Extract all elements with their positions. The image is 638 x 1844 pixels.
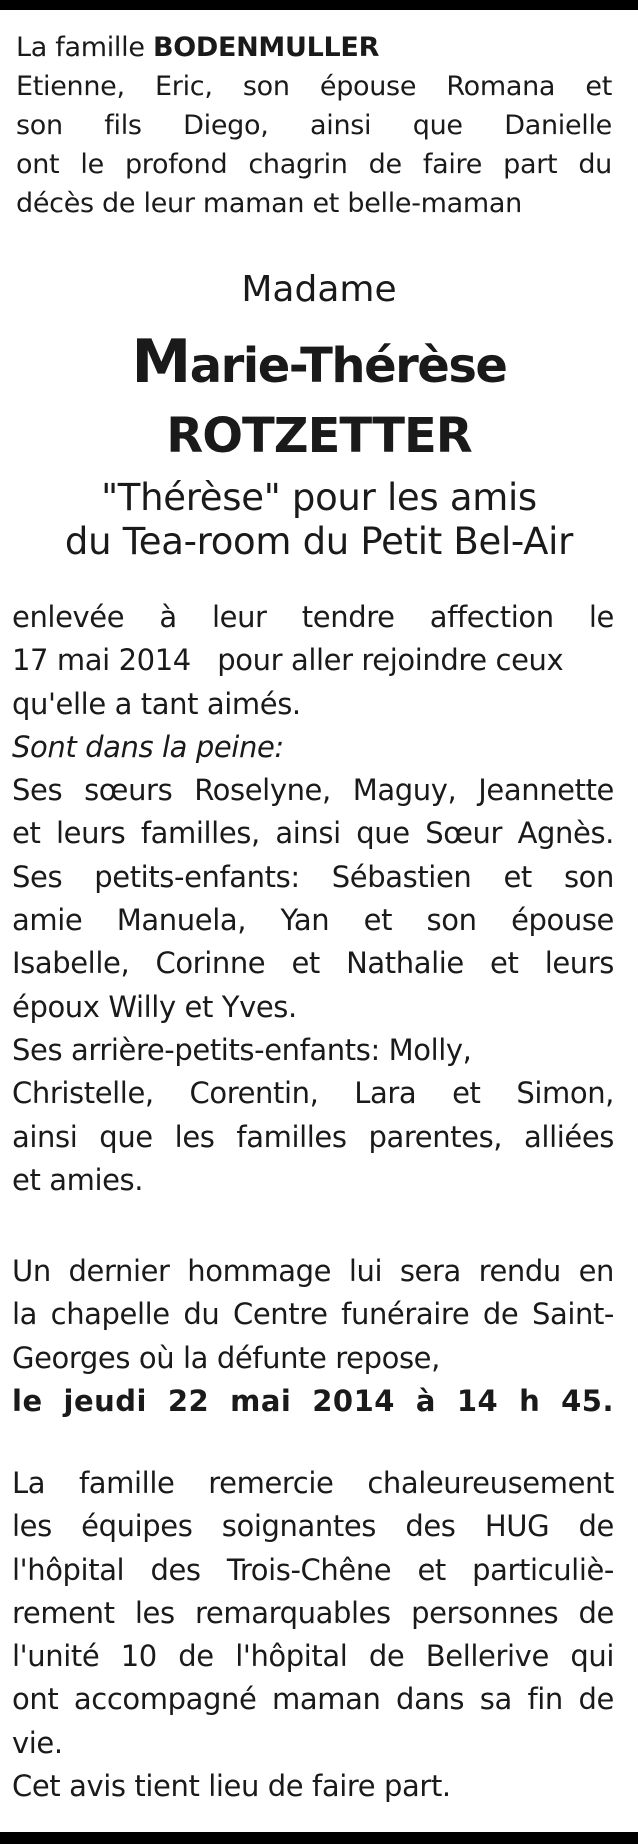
top-rule bbox=[0, 0, 638, 10]
body-line: amie Manuela, Yan et son épouse bbox=[12, 903, 614, 938]
body-line: La famille remercie chaleureusement bbox=[12, 1466, 614, 1500]
body-line: l'hôpital des Trois-Chêne et particuliè- bbox=[12, 1552, 614, 1587]
body-line: et leurs familles, ainsi que Sœur Agnès. bbox=[12, 816, 614, 851]
intro-line: ont le profond chagrin de faire part du bbox=[16, 149, 612, 180]
body-line: Cet avis tient lieu de faire part. bbox=[12, 1769, 451, 1804]
announcement-paragraph bbox=[12, 596, 614, 1202]
family-name: BODENMULLER bbox=[152, 32, 380, 63]
body-line: enlevée à leur tendre affection le bbox=[12, 600, 614, 634]
nickname-line: du Tea-room du Petit Bel-Air bbox=[64, 520, 574, 563]
body-line: Ses sœurs Roselyne, Maguy, Jeannette bbox=[12, 773, 614, 808]
body-line: et amies. bbox=[12, 1162, 144, 1197]
nickname bbox=[0, 476, 638, 564]
body-line: les équipes soignantes des HUG de bbox=[12, 1509, 614, 1544]
body-line: Christelle, Corentin, Lara et Simon, bbox=[12, 1076, 614, 1111]
deceased-last-name: ROTZETTER bbox=[166, 408, 472, 464]
body-line: Un dernier hommage lui sera rendu en bbox=[12, 1254, 614, 1288]
intro-line: Etienne, Eric, son épouse Romana et bbox=[16, 71, 612, 102]
bottom-rule bbox=[0, 1832, 638, 1844]
thanks-paragraph bbox=[12, 1462, 614, 1808]
intro-line: décès de leur maman et belle-maman bbox=[16, 188, 522, 219]
body-line: époux Willy et Yves. bbox=[12, 989, 297, 1024]
body-line: Isabelle, Corinne et Nathalie et leurs bbox=[12, 946, 614, 981]
deceased-first-name bbox=[0, 327, 638, 398]
deceased-title: Madame bbox=[241, 269, 397, 310]
body-line: 17 mai 2014 pour aller rejoindre ceux bbox=[12, 643, 564, 678]
ceremony-date: le jeudi 22 mai 2014 à 14 h 45. bbox=[12, 1383, 614, 1418]
body-line: vie. bbox=[12, 1725, 63, 1760]
body-line: rement les remarquables personnes de bbox=[12, 1595, 614, 1630]
intro-family-label: La famille bbox=[16, 32, 145, 63]
body-line: qu'elle a tant aimés. bbox=[12, 686, 301, 721]
body-line: ainsi que les familles parentes, alliées bbox=[12, 1119, 614, 1154]
intro-line: son fils Diego, ainsi que Danielle bbox=[16, 110, 612, 141]
first-name-initial: M bbox=[131, 327, 190, 397]
body-line: Georges où la défunte repose, bbox=[12, 1340, 440, 1375]
body-line: la chapelle du Centre funéraire de Saint- bbox=[12, 1297, 614, 1332]
intro-paragraph bbox=[16, 28, 612, 223]
ceremony-paragraph bbox=[12, 1250, 614, 1423]
nickname-line: "Thérèse" pour les amis bbox=[101, 476, 537, 519]
mourners-heading: Sont dans la peine: bbox=[12, 729, 284, 764]
body-line: Ses petits-enfants: Sébastien et son bbox=[12, 859, 614, 894]
body-line: l'unité 10 de l'hôpital de Bellerive qui bbox=[12, 1639, 614, 1674]
first-name-rest: arie-Thérèse bbox=[189, 338, 507, 394]
intro-line bbox=[16, 28, 612, 67]
body-line: Ses arrière-petits-enfants: Molly, bbox=[12, 1032, 472, 1067]
body-line: ont accompagné maman dans sa fin de bbox=[12, 1682, 614, 1717]
